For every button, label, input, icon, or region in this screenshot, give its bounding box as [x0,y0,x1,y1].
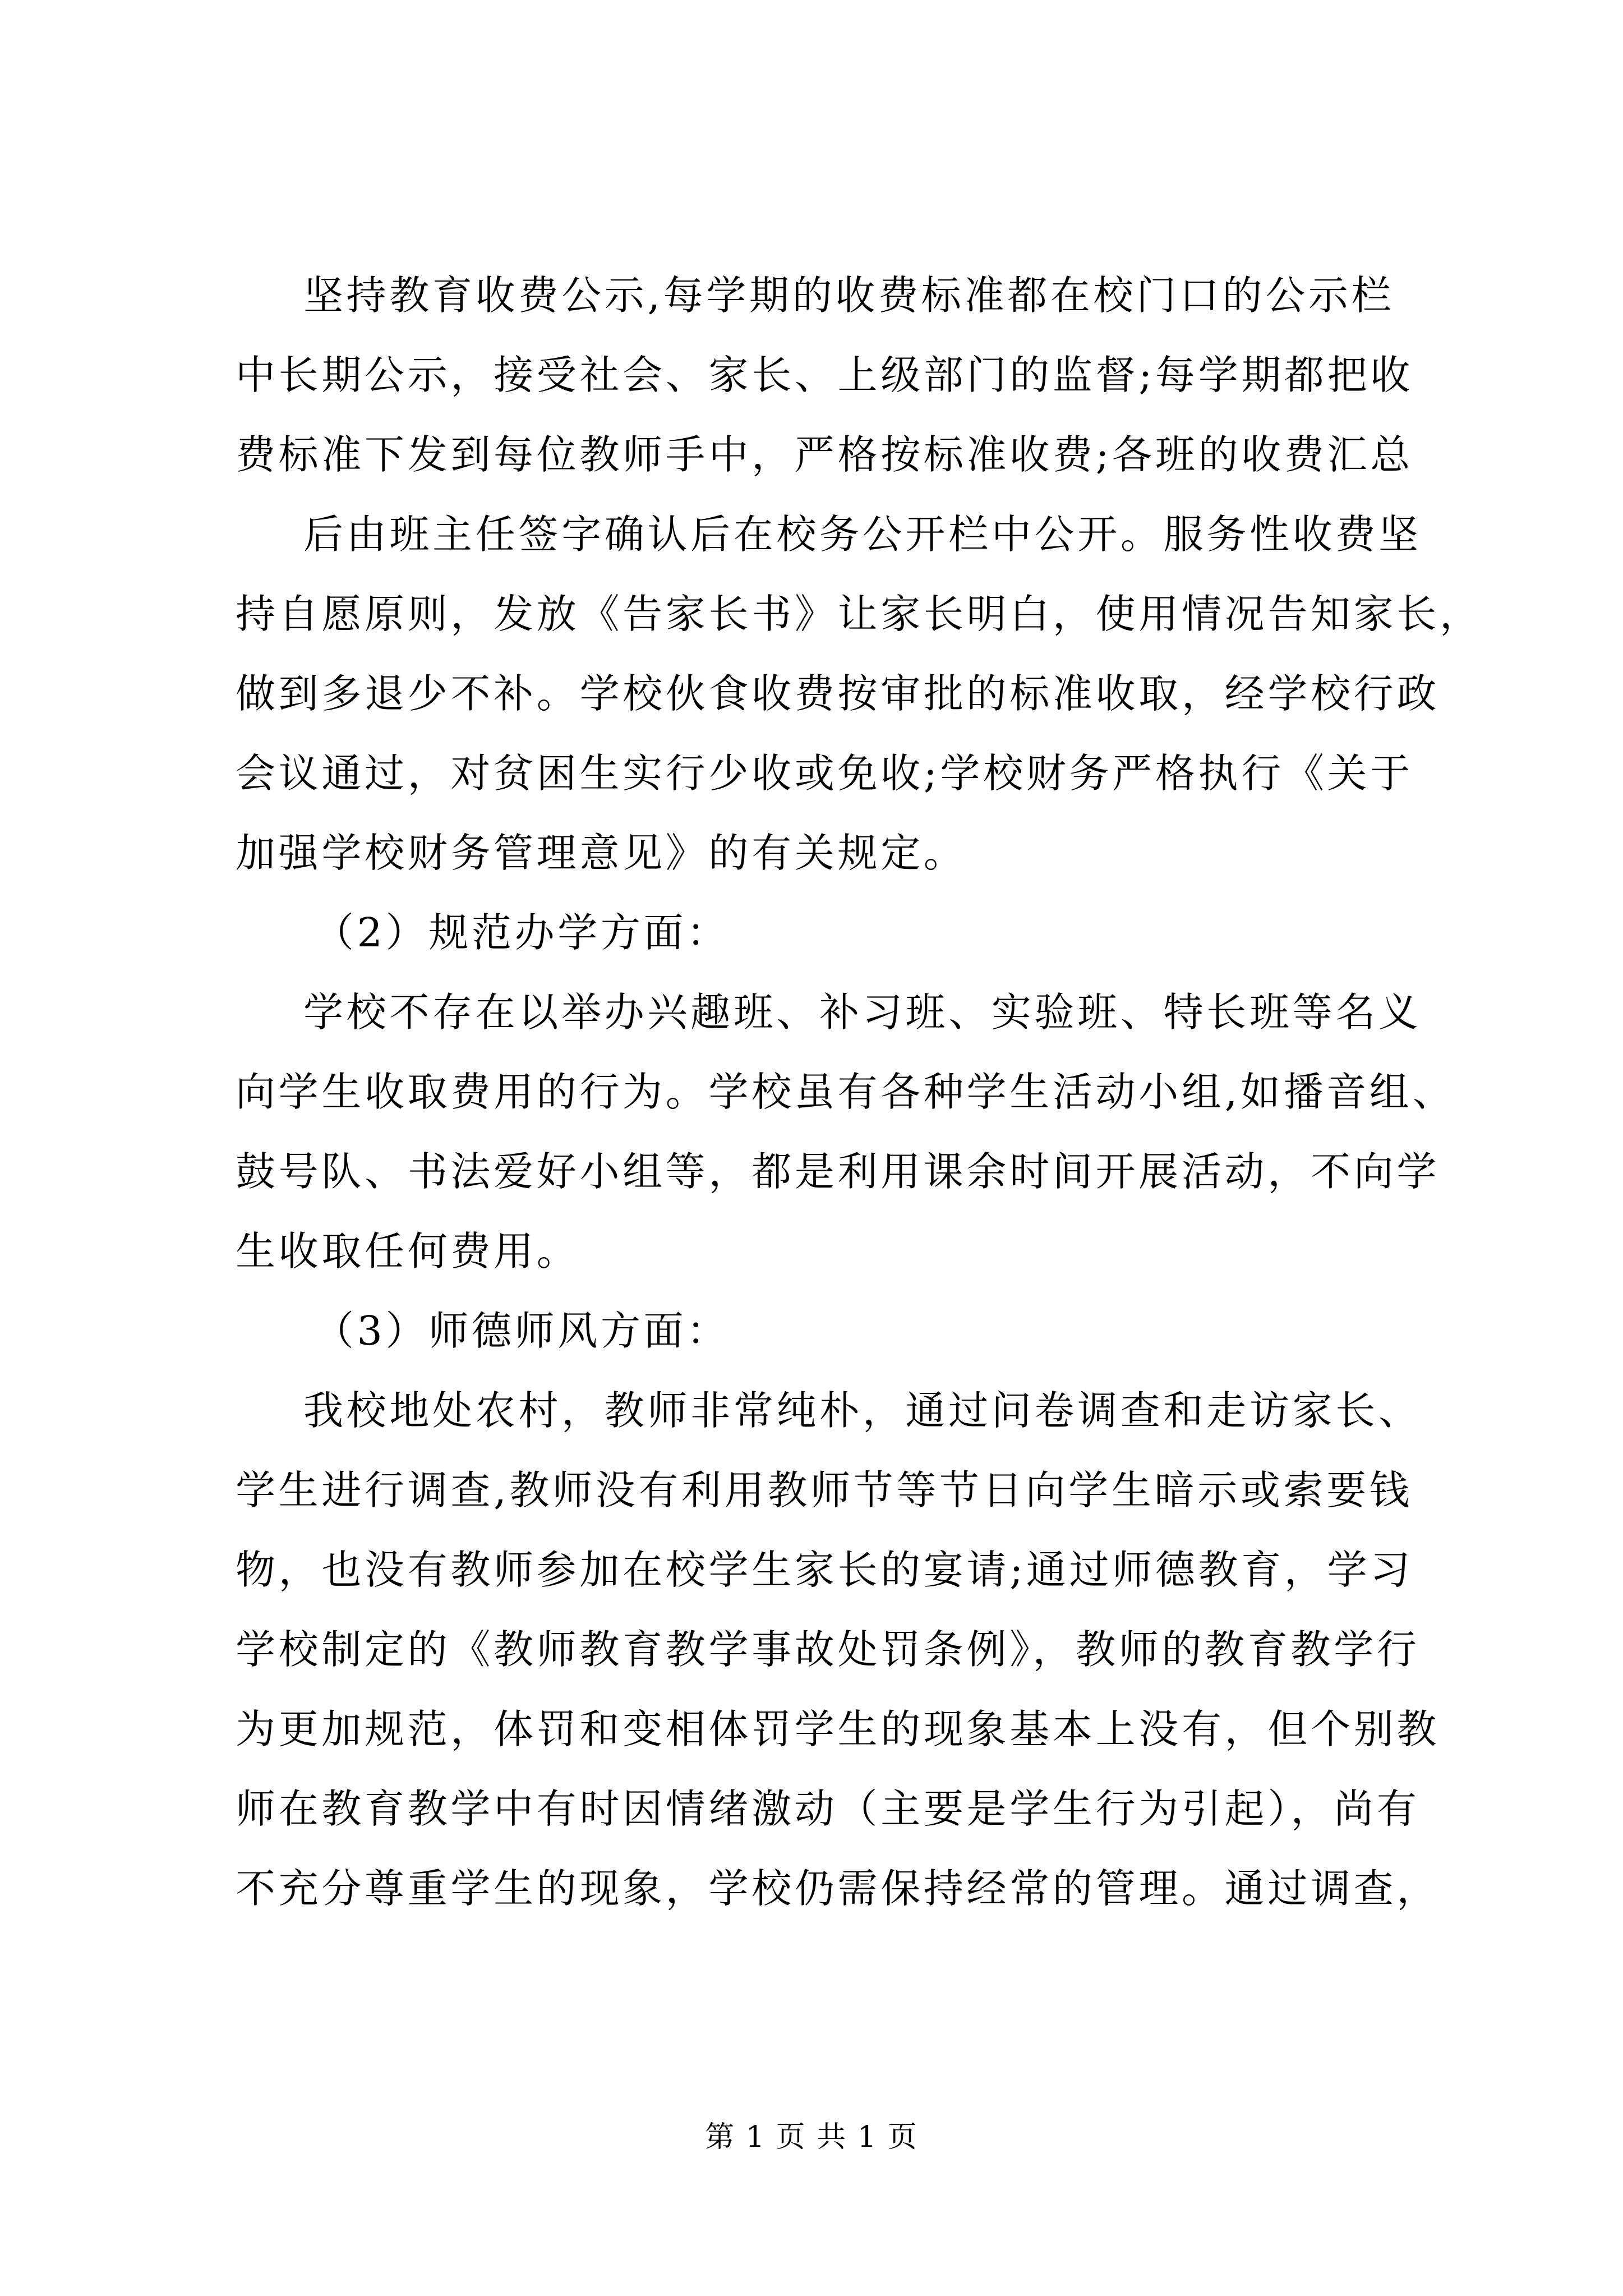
text-line: 物，也没有教师参加在校学生家长的宴请;通过师德教育，学习 [236,1547,1413,1593]
text-line: 学校不存在以举办兴趣班、补习班、实验班、特长班等名义 [303,989,1422,1036]
text-line: 做到多退少不补。学校伙食收费按审批的标准收取，经学校行政 [236,670,1440,717]
text-line: 学生进行调查,教师没有利用教师节等节日向学生暗示或索要钱 [236,1467,1413,1513]
page-number-label: 第 1 页 共 1 页 [705,2120,918,2154]
text-line: 会议通过，对贫困生实行少收或免收;学校财务严格执行《关于 [236,750,1413,797]
document-body [236,256,1483,1929]
section-heading: （3）师德师风方面： [314,1308,730,1354]
section-heading: （2）规范办学方面： [314,909,730,956]
text-line: 加强学校财务管理意见》的有关规定。 [236,830,967,876]
text-line: 后由班主任签字确认后在校务公开栏中公开。服务性收费坚 [303,511,1422,558]
text-line: 生收取任何费用。 [236,1228,580,1274]
page-footer [0,2120,1623,2154]
text-line: 鼓号队、书法爱好小组等，都是利用课余时间开展活动，不向学 [236,1148,1440,1195]
text-line: 不充分尊重学生的现象，学校仍需保持经常的管理。通过调查， [236,1865,1440,1912]
text-line: 师在教育教学中有时因情绪激动（主要是学生行为引起），尚有 [236,1786,1420,1832]
text-line: 我校地处农村，教师非常纯朴，通过问卷调查和走访家长、 [303,1387,1422,1434]
text-line: 向学生收取费用的行为。学校虽有各种学生活动小组,如播音组、 [236,1069,1456,1115]
text-line: 坚持教育收费公示,每学期的收费标准都在校门口的公示栏 [303,272,1395,319]
text-line: 学校制定的《教师教育教学事故处罚条例》，教师的教育教学行 [236,1626,1420,1673]
text-line: 持自愿原则，发放《告家长书》让家长明白，使用情况告知家长， [236,591,1483,637]
text-line: 费标准下发到每位教师手中，严格按标准收费;各班的收费汇总 [236,431,1413,478]
text-line: 中长期公示，接受社会、家长、上级部门的监督;每学期都把收 [236,352,1413,398]
text-line: 为更加规范，体罚和变相体罚学生的现象基本上没有，但个别教 [236,1706,1440,1752]
